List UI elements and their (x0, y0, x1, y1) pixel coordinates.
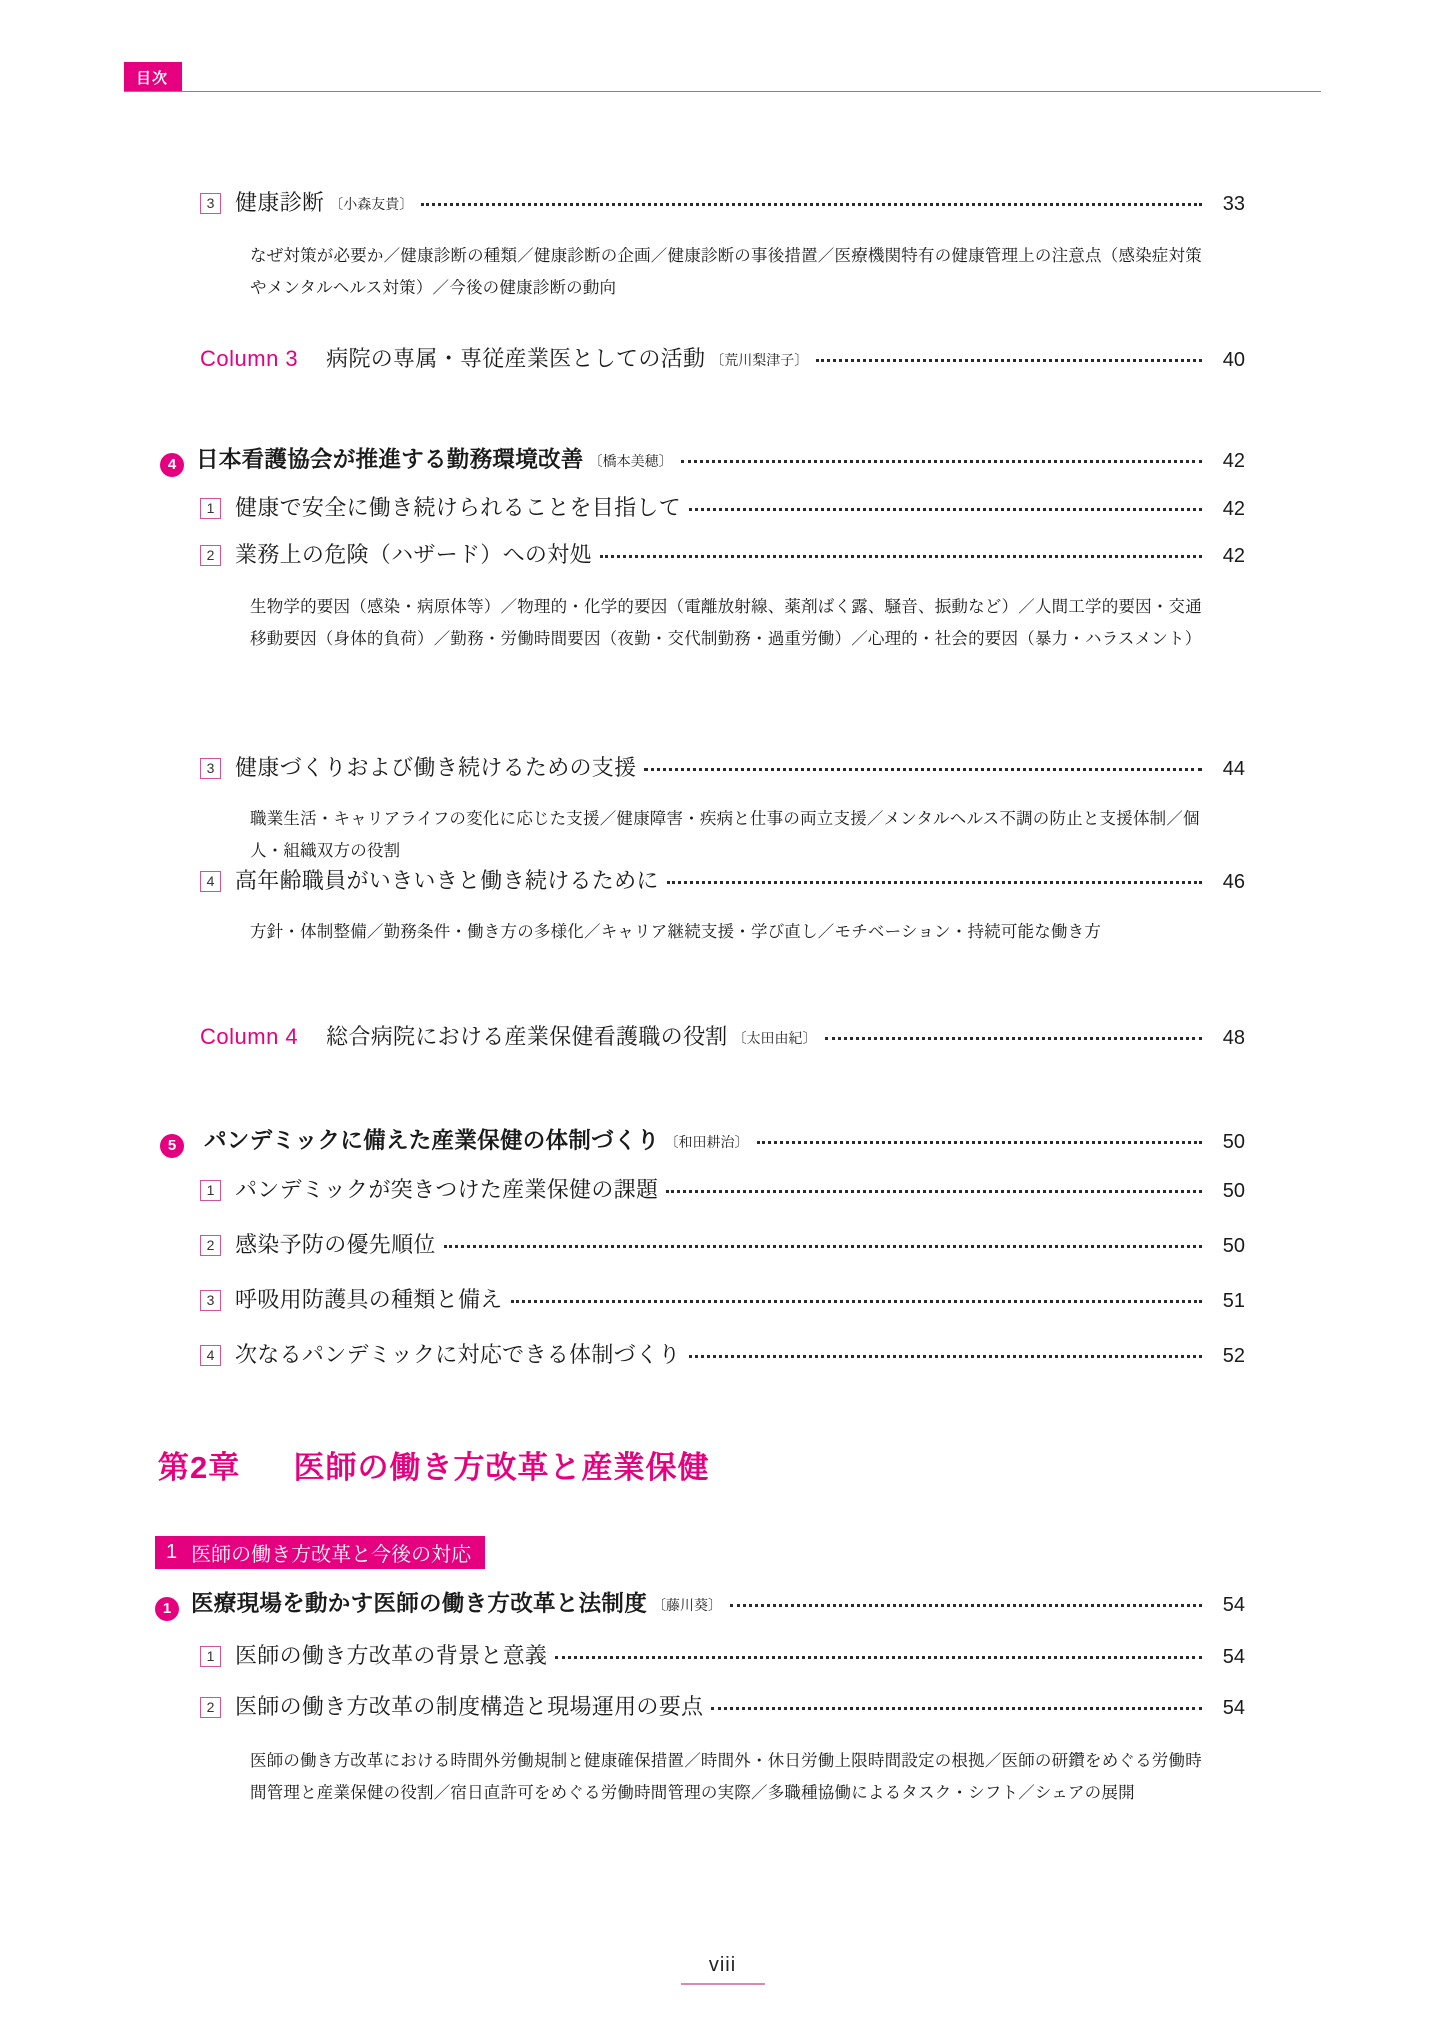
entry-page-number: 54 (1222, 1594, 1245, 1616)
entry-page-number: 44 (1222, 758, 1245, 780)
entry-marker-circle: 4 (160, 453, 184, 477)
entry-marker-box: 1 (200, 498, 221, 519)
entry-title: 感染予防の優先順位 (235, 1232, 436, 1257)
entry-page-number: 48 (1222, 1027, 1245, 1049)
entry-author: 〔太田由紀〕 (732, 1030, 817, 1046)
leader-dots (681, 460, 1202, 463)
toc-entry-sec-4-3[interactable] (200, 751, 1245, 782)
entry-marker-box: 2 (200, 1235, 221, 1256)
toc-entry-sec-5-1[interactable] (200, 1173, 1245, 1204)
entry-marker-box: 4 (200, 871, 221, 892)
toc-entry-sec-5-4[interactable] (200, 1338, 1245, 1369)
entry-marker-circle: 1 (155, 1597, 179, 1621)
entry-page-number: 46 (1222, 871, 1245, 893)
entry-page-number: 42 (1222, 498, 1245, 520)
entry-description: 医師の働き方改革における時間外労働規制と健康確保措置／時間外・休日労働上限時間設定の根拠／医師の研鑽をめぐる労働時間管理と産業保健の役割／宿日直許可をめぐる労働時間管理の実際／多職種協働によるタスク・シフト／シェアの展開 (250, 1752, 1202, 1803)
leader-dots (666, 1190, 1202, 1193)
entry-title: パンデミックが突きつけた産業保健の課題 (235, 1177, 659, 1202)
leader-dots (689, 508, 1202, 511)
section-bar-title: 医師の働き方改革と今後の対応 (191, 1544, 472, 1566)
leader-dots (600, 555, 1202, 558)
leader-dots (825, 1037, 1202, 1040)
folio-rule (681, 1983, 765, 1985)
toc-entry-sec-4-2[interactable] (200, 538, 1245, 569)
leader-dots (711, 1707, 1202, 1710)
running-head-rule (124, 91, 1321, 92)
leader-dots (816, 359, 1202, 362)
entry-page-number: 33 (1222, 193, 1245, 215)
entry-marker-box: 3 (200, 193, 221, 214)
running-head-tag (124, 62, 182, 92)
toc-entry-column-4[interactable] (200, 1020, 1245, 1051)
entry-page-number: 50 (1222, 1131, 1245, 1153)
entry-author: 〔藤川葵〕 (652, 1597, 723, 1613)
entry-title: 健康づくりおよび働き続けるための支援 (235, 755, 637, 780)
leader-dots (555, 1656, 1202, 1659)
chapter-label: 第2章 (158, 1450, 241, 1485)
toc-entry-kenko-shindan[interactable] (200, 186, 1245, 217)
entry-title: 日本看護協会が推進する勤務環境改善 (196, 447, 584, 472)
entry-title: 医師の働き方改革の背景と意義 (235, 1643, 548, 1668)
entry-title: 病院の専属・専従産業医としての活動 (326, 346, 706, 371)
entry-title: 健康で安全に働き続けられることを目指して (235, 495, 682, 520)
entry-author: 〔荒川梨津子〕 (710, 352, 809, 368)
toc-entry-sec-5-2[interactable] (200, 1228, 1245, 1259)
entry-marker-circle: 5 (160, 1134, 184, 1158)
entry-marker-box: 1 (200, 1646, 221, 1667)
entry-page-number: 51 (1222, 1290, 1245, 1312)
chapter-heading (158, 1442, 710, 1487)
toc-entry-column-3[interactable] (200, 342, 1245, 373)
entry-description: 方針・体制整備／勤務条件・働き方の多様化／キャリア継続支援・学び直し／モチベーション・持続可能な働き方 (250, 923, 1102, 941)
entry-marker-box: 2 (200, 545, 221, 566)
entry-marker-box: 4 (200, 1345, 221, 1366)
running-head-wedge-icon (124, 62, 146, 92)
toc-entry-sec-4[interactable] (160, 442, 1245, 475)
entry-title: 医師の働き方改革の制度構造と現場運用の要点 (235, 1694, 704, 1719)
leader-dots (644, 768, 1202, 771)
leader-dots (730, 1604, 1202, 1607)
running-head-label: 目次 (136, 69, 169, 87)
chapter-title: 医師の働き方改革と産業保健 (293, 1450, 710, 1485)
entry-author: 〔小森友貴〕 (329, 196, 414, 212)
entry-description: 職業生活・キャリアライフの変化に応じた支援／健康障害・疾病と仕事の両立支援／メンタルヘルス不調の防止と支援体制／個人・組織双方の役割 (250, 810, 1200, 861)
entry-description: 生物学的要因（感染・病原体等）／物理的・化学的要因（電離放射線、薬剤ばく露、騒音、振動など）／人間工学的要因・交通移動要因（身体的負荷）／勤務・労働時間要因（夜勤・交代制勤務・過重労働）／心理的・社会的要因（暴力・ハラスメント） (250, 598, 1202, 649)
entry-page-number: 40 (1222, 349, 1245, 371)
leader-dots (444, 1245, 1202, 1248)
leader-dots (689, 1355, 1202, 1358)
entry-title: 呼吸用防護具の種類と備え (235, 1287, 503, 1312)
running-head (0, 62, 1445, 92)
toc-entry-sec-5[interactable] (160, 1123, 1245, 1156)
entry-page-number: 50 (1222, 1180, 1245, 1202)
column-label: Column 4 (200, 1024, 299, 1049)
toc-entry-ch2-1[interactable] (155, 1586, 1245, 1619)
entry-author: 〔和田耕治〕 (664, 1134, 749, 1150)
entry-page-number: 54 (1222, 1697, 1245, 1719)
entry-page-number: 42 (1222, 450, 1245, 472)
entry-marker-box: 2 (200, 1697, 221, 1718)
entry-page-number: 54 (1222, 1646, 1245, 1668)
toc-entry-ch2-1-2[interactable] (200, 1690, 1245, 1721)
leader-dots (421, 203, 1202, 206)
entry-author: 〔橋本美穂〕 (588, 453, 673, 469)
entry-title: 次なるパンデミックに対応できる体制づくり (235, 1342, 681, 1367)
toc-entry-ch2-1-1[interactable] (200, 1639, 1245, 1670)
entry-page-number: 50 (1222, 1235, 1245, 1257)
entry-marker-box: 3 (200, 758, 221, 779)
entry-title: 総合病院における産業保健看護職の役割 (326, 1024, 728, 1049)
entry-description: なぜ対策が必要か／健康診断の種類／健康診断の企画／健康診断の事後措置／医療機関特有の健康管理上の注意点（感染症対策やメンタルヘルス対策）／今後の健康診断の動向 (250, 247, 1202, 298)
entry-marker-box: 3 (200, 1290, 221, 1311)
entry-page-number: 42 (1222, 545, 1245, 567)
leader-dots (757, 1141, 1202, 1144)
leader-dots (511, 1300, 1202, 1303)
toc-entry-sec-4-1[interactable] (200, 491, 1245, 522)
folio-page-number: viii (708, 1954, 737, 1976)
leader-dots (667, 881, 1202, 884)
entry-marker-box: 1 (200, 1180, 221, 1201)
section-bar-number: 1 (166, 1541, 178, 1563)
page-footer (0, 1954, 1445, 1985)
entry-page-number: 52 (1222, 1345, 1245, 1367)
entry-title: 高年齢職員がいきいきと働き続けるために (235, 868, 659, 893)
entry-title: パンデミックに備えた産業保健の体制づくり (204, 1128, 660, 1153)
column-label: Column 3 (200, 346, 299, 371)
toc-entry-sec-5-3[interactable] (200, 1283, 1245, 1314)
entry-title: 業務上の危険（ハザード）への対処 (235, 542, 592, 567)
entry-title: 医療現場を動かす医師の働き方改革と法制度 (191, 1591, 648, 1616)
section-bar (155, 1536, 485, 1569)
entry-title: 健康診断 (235, 190, 325, 215)
toc-entry-sec-4-4[interactable] (200, 864, 1245, 895)
